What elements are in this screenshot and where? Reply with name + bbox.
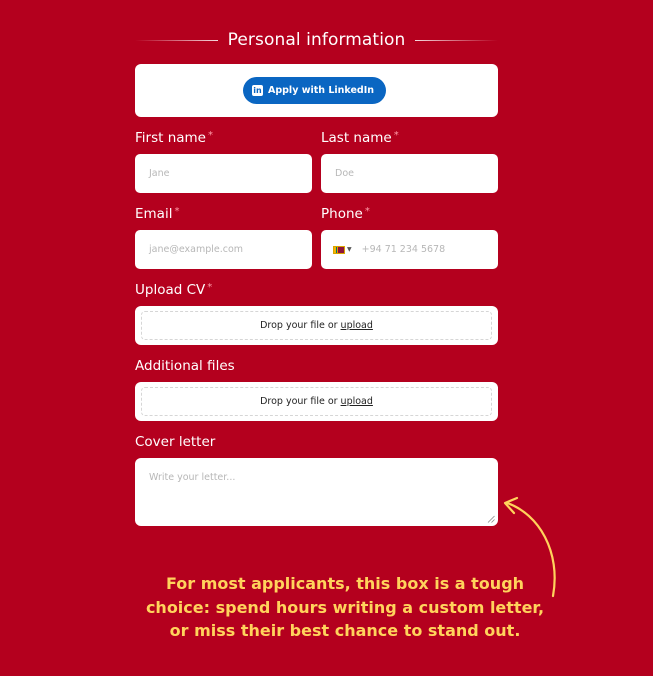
required-marker: * — [364, 206, 370, 217]
first-name-input[interactable] — [135, 154, 312, 193]
first-name-label-text: First name — [135, 130, 206, 146]
phone-label-text: Phone — [321, 206, 363, 222]
email-label — [135, 206, 179, 222]
upload-cv-link[interactable]: upload — [340, 320, 373, 331]
last-name-label-text: Last name — [321, 130, 392, 146]
apply-with-linkedin-button[interactable] — [243, 77, 386, 104]
required-marker: * — [393, 130, 399, 141]
annotation-text: For most applicants, this box is a tough choice: spend hours writing a custom letter, or miss their best chance to stand out. — [145, 574, 545, 640]
country-selector[interactable] — [333, 246, 352, 254]
section-title — [135, 28, 498, 52]
apply-with-linkedin-label: Apply with LinkedIn — [267, 85, 375, 96]
phone-placeholder: +94 71 234 5678 — [361, 244, 446, 255]
resize-handle-icon[interactable] — [487, 515, 495, 523]
first-name-placeholder: Jane — [149, 168, 170, 179]
required-marker: * — [207, 282, 213, 293]
chevron-down-icon: ▼ — [347, 246, 352, 253]
cover-letter-textarea[interactable] — [135, 458, 498, 526]
additional-files-dropzone[interactable] — [135, 382, 498, 421]
drop-text: Drop your file or — [260, 396, 338, 407]
cover-letter-label — [135, 434, 215, 450]
linkedin-card — [135, 64, 498, 117]
last-name-placeholder: Doe — [335, 168, 354, 179]
divider-right — [415, 40, 498, 41]
sri-lanka-flag-icon — [333, 246, 345, 254]
required-marker: * — [208, 130, 213, 141]
upload-cv-label — [135, 282, 212, 298]
upload-cv-label-text: Upload CV — [135, 282, 206, 298]
upload-cv-dropzone[interactable] — [135, 306, 498, 345]
phone-label — [321, 206, 370, 222]
additional-files-drop-area — [141, 387, 492, 416]
phone-input[interactable] — [321, 230, 498, 269]
divider-left — [135, 40, 218, 41]
cover-letter-placeholder: Write your letter... — [149, 472, 236, 483]
drop-text: Drop your file or — [260, 320, 338, 331]
email-input[interactable] — [135, 230, 312, 269]
section-title-text: Personal information — [227, 30, 406, 50]
required-marker: * — [174, 206, 180, 217]
additional-files-upload-link[interactable]: upload — [340, 396, 373, 407]
last-name-input[interactable] — [321, 154, 498, 193]
additional-files-label-text: Additional files — [135, 358, 235, 374]
cover-letter-label-text: Cover letter — [135, 434, 216, 450]
last-name-label — [321, 130, 399, 146]
email-label-text: Email — [135, 206, 173, 222]
linkedin-icon: in — [253, 86, 262, 95]
email-placeholder: jane@example.com — [149, 244, 244, 255]
upload-cv-drop-area — [141, 311, 492, 340]
additional-files-label — [135, 358, 235, 374]
first-name-label — [135, 130, 213, 146]
